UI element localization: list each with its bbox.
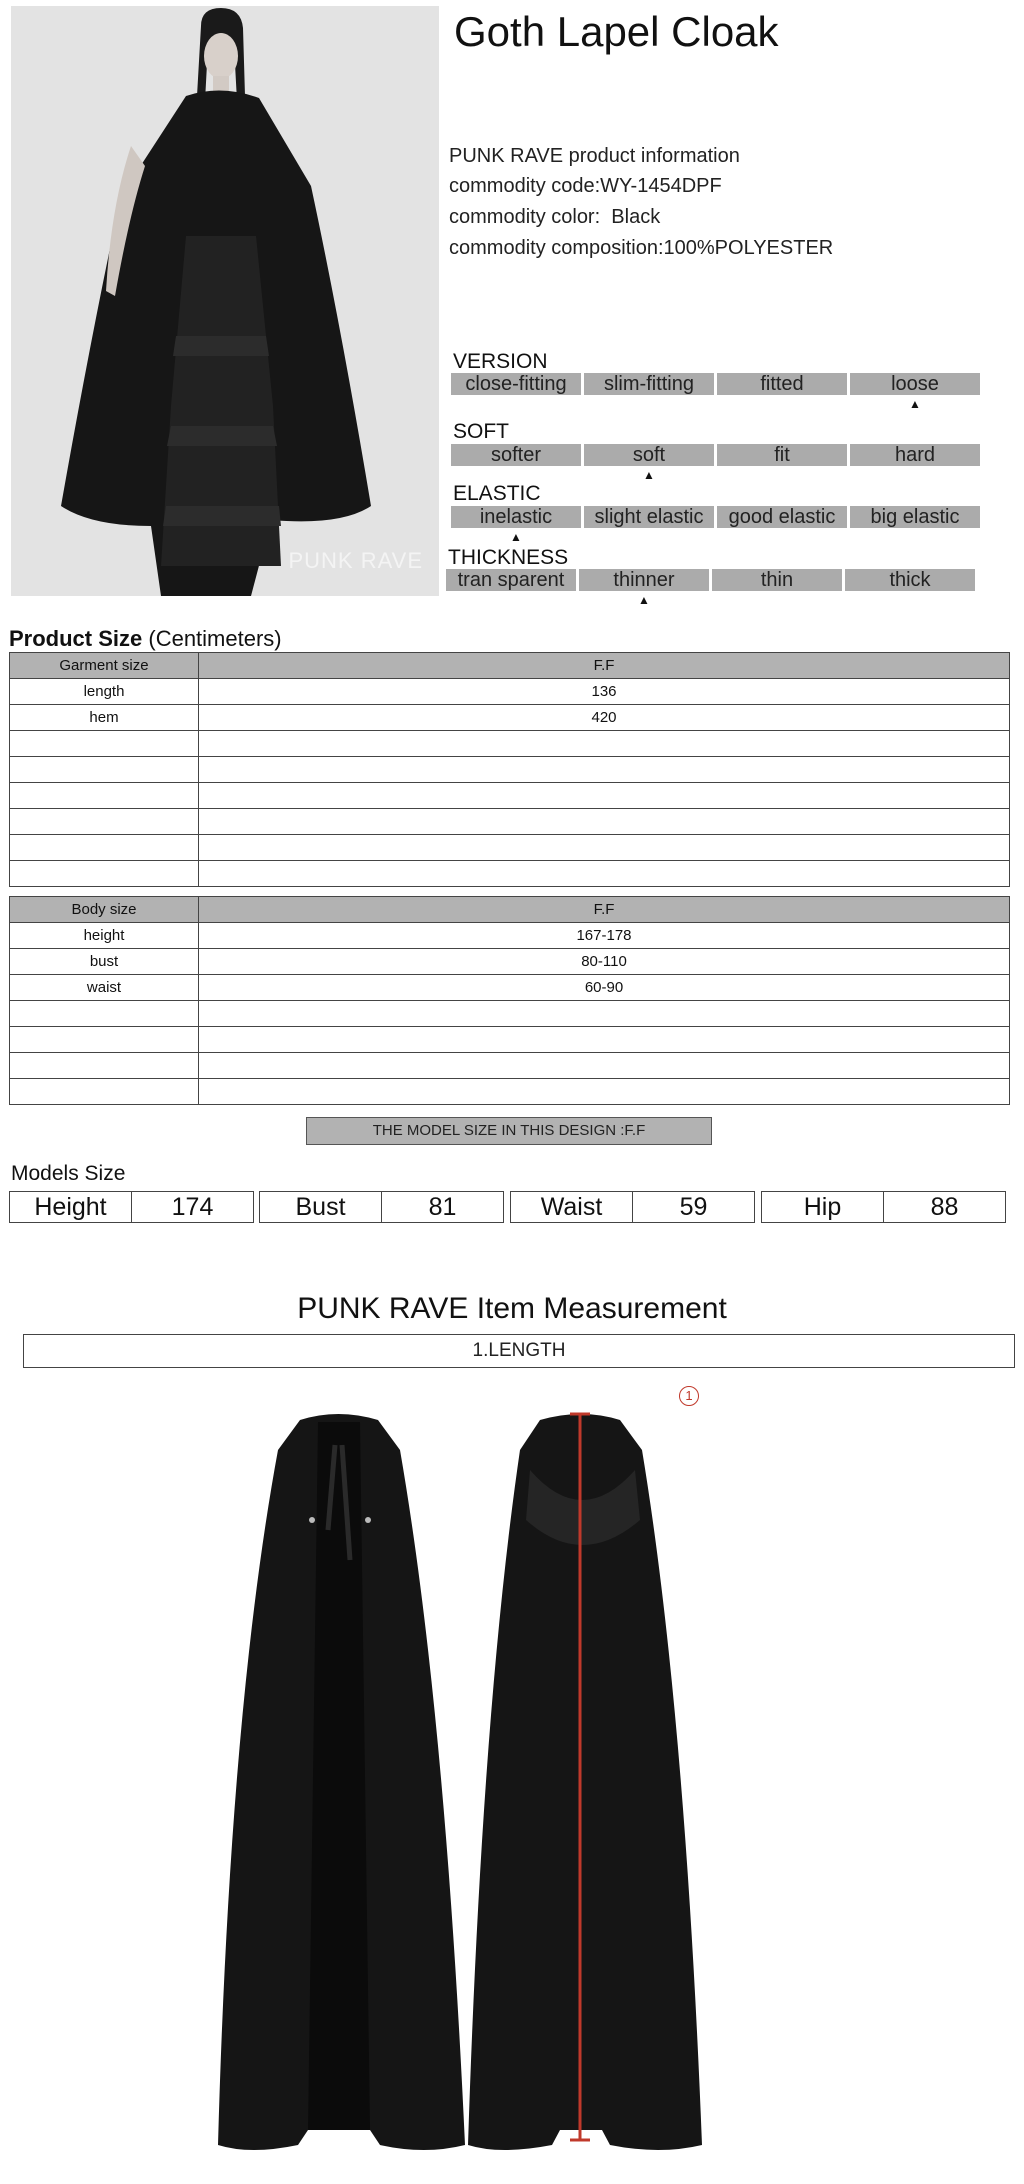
scale-selected-marker: ▲ — [643, 468, 655, 482]
model-illustration — [11, 6, 439, 596]
table-row — [10, 705, 1010, 731]
table-cell — [199, 783, 1010, 809]
scale-option: fitted — [717, 373, 847, 395]
table-cell — [10, 783, 199, 809]
model-measure-value: 88 — [930, 1193, 959, 1221]
table-cell: bust — [10, 949, 199, 975]
scale-selected-marker: ▲ — [510, 530, 522, 544]
table-row — [10, 975, 1010, 1001]
commodity-color-row — [449, 206, 660, 229]
table-header-cell: F.F — [199, 653, 1010, 679]
garment-size-table — [9, 652, 1010, 887]
commodity-code-value: WY-1454DPF — [600, 175, 722, 197]
scale-option: softer — [451, 444, 581, 466]
table-cell: height — [10, 923, 199, 949]
commodity-code-label: commodity code: — [449, 175, 601, 197]
table-cell — [10, 1053, 199, 1079]
table-cell: hem — [10, 705, 199, 731]
table-cell — [10, 861, 199, 887]
model-measure-value: 81 — [428, 1193, 457, 1221]
table-cell: 136 — [199, 679, 1010, 705]
commodity-color-value: Black — [611, 206, 661, 228]
measurement-title: PUNK RAVE Item Measurement — [297, 1292, 727, 1325]
table-row — [10, 1027, 1010, 1053]
table-cell — [199, 1079, 1010, 1105]
product-size-heading — [9, 626, 282, 652]
scale-label: VERSION — [453, 350, 548, 373]
table-cell: 420 — [199, 705, 1010, 731]
table-cell — [199, 835, 1010, 861]
model-size-note: THE MODEL SIZE IN THIS DESIGN :F.F — [306, 1117, 712, 1145]
commodity-color-label: commodity color: — [449, 206, 601, 228]
table-row — [10, 861, 1010, 887]
table-cell: waist — [10, 975, 199, 1001]
table-header-cell: Body size — [10, 897, 199, 923]
table-cell — [199, 1053, 1010, 1079]
table-cell — [199, 731, 1010, 757]
models-size-label: Models Size — [11, 1162, 126, 1185]
model-measure-name: Height — [10, 1192, 132, 1222]
table-cell: 60-90 — [199, 975, 1010, 1001]
scale-label: ELASTIC — [453, 482, 541, 505]
table-header-row — [10, 653, 1010, 679]
scale-option: thinner — [579, 569, 709, 591]
measurement-item-box: 1.LENGTH — [23, 1334, 1015, 1368]
scale-option: fit — [717, 444, 847, 466]
scale-option: big elastic — [850, 506, 980, 528]
table-header-cell: Garment size — [10, 653, 199, 679]
table-cell: 80-110 — [199, 949, 1010, 975]
table-row — [10, 757, 1010, 783]
hero-watermark: PUNK RAVE — [288, 548, 423, 573]
model-measure-name: Bust — [260, 1192, 382, 1222]
table-cell — [10, 1001, 199, 1027]
product-size-unit: (Centimeters) — [148, 626, 282, 651]
table-cell — [199, 757, 1010, 783]
commodity-code-row — [449, 175, 722, 198]
table-cell: 167-178 — [199, 923, 1010, 949]
commodity-composition-row — [449, 237, 833, 260]
table-cell: length — [10, 679, 199, 705]
measure-point-badge: 1 — [679, 1386, 699, 1406]
product-photo — [11, 6, 439, 596]
table-cell — [10, 835, 199, 861]
table-row — [10, 809, 1010, 835]
table-row — [10, 731, 1010, 757]
commodity-composition-label: commodity composition: — [449, 237, 664, 259]
table-cell — [10, 809, 199, 835]
product-size-title: Product Size — [9, 626, 143, 651]
model-measure-name: Waist — [511, 1192, 633, 1222]
product-title: Goth Lapel Cloak — [454, 8, 779, 55]
table-row — [10, 835, 1010, 861]
scale-option: good elastic — [717, 506, 847, 528]
brand-info-line: PUNK RAVE product information — [449, 145, 740, 167]
table-row — [10, 923, 1010, 949]
table-cell — [199, 1001, 1010, 1027]
garment-illustrations — [210, 1410, 830, 2155]
scale-selected-marker: ▲ — [909, 397, 921, 411]
cloak-front-view — [218, 1414, 465, 2150]
scale-option: soft — [584, 444, 714, 466]
scale-option: loose — [850, 373, 980, 395]
scale-option: slim-fitting — [584, 373, 714, 395]
scale-option: slight elastic — [584, 506, 714, 528]
scale-option: close-fitting — [451, 373, 581, 395]
table-cell — [10, 1079, 199, 1105]
table-header-row — [10, 897, 1010, 923]
scale-label: THICKNESS — [448, 546, 569, 569]
commodity-composition-value: 100%POLYESTER — [663, 237, 834, 259]
table-row — [10, 1001, 1010, 1027]
table-cell — [10, 757, 199, 783]
scale-option: hard — [850, 444, 980, 466]
body-size-table — [9, 896, 1010, 1105]
scale-option: inelastic — [451, 506, 581, 528]
scale-option: thin — [712, 569, 842, 591]
table-row — [10, 1053, 1010, 1079]
model-measure-bust — [259, 1191, 504, 1223]
model-measure-hip — [761, 1191, 1006, 1223]
table-cell — [199, 861, 1010, 887]
scale-option: tran sparent — [446, 569, 576, 591]
table-row — [10, 1079, 1010, 1105]
cloak-back-view — [468, 1414, 702, 2150]
table-row — [10, 949, 1010, 975]
table-cell — [10, 1027, 199, 1053]
table-header-cell: F.F — [199, 897, 1010, 923]
scale-option: thick — [845, 569, 975, 591]
model-measure-height — [9, 1191, 254, 1223]
table-row — [10, 783, 1010, 809]
model-measure-value: 59 — [679, 1193, 708, 1221]
scale-selected-marker: ▲ — [638, 593, 650, 607]
table-cell — [10, 731, 199, 757]
model-measure-name: Hip — [762, 1192, 884, 1222]
model-measure-waist — [510, 1191, 755, 1223]
table-cell — [199, 1027, 1010, 1053]
table-row — [10, 679, 1010, 705]
model-measure-value: 174 — [171, 1193, 214, 1221]
scale-label: SOFT — [453, 420, 509, 443]
table-cell — [199, 809, 1010, 835]
